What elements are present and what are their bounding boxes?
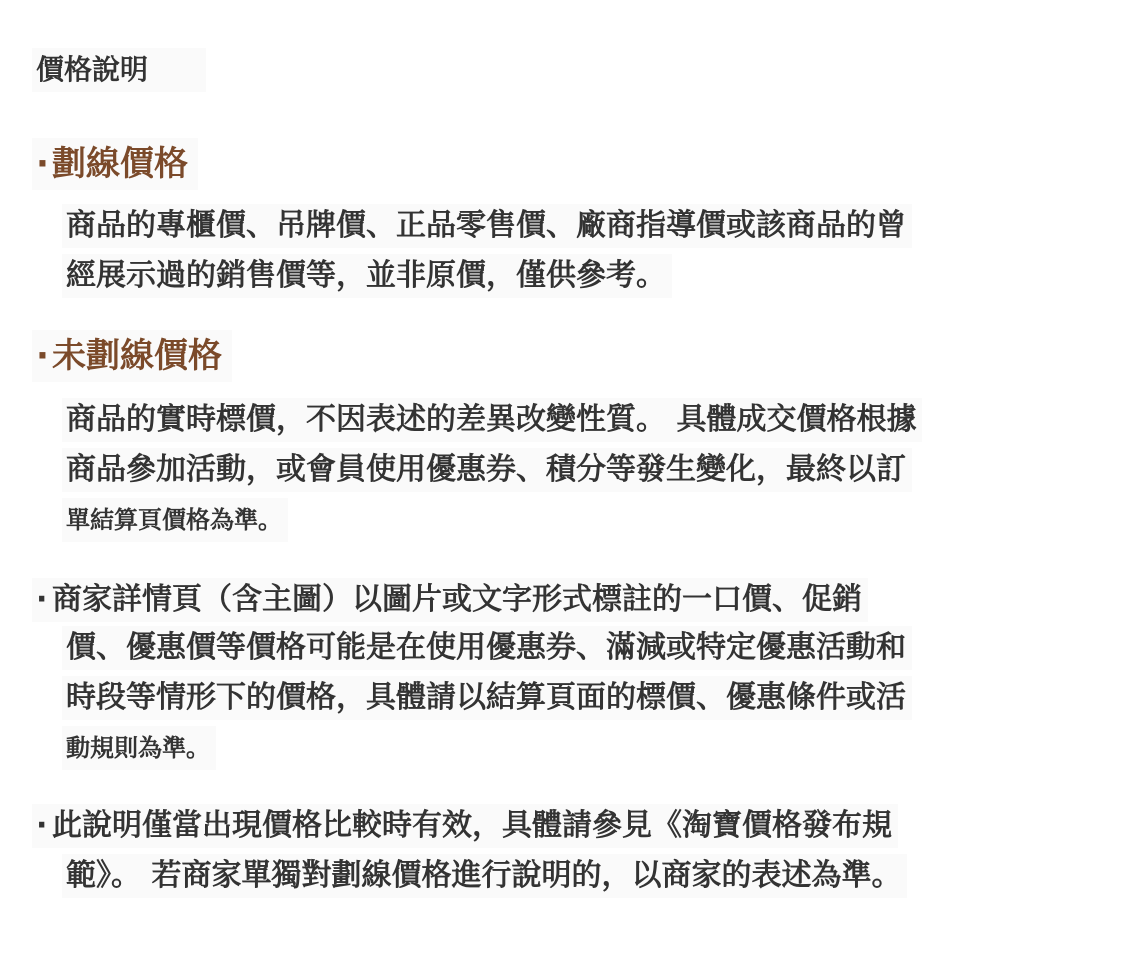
paragraph-line: 單結算頁價格為準。: [62, 498, 288, 542]
section-heading-label: 未劃線價格: [52, 336, 222, 376]
bullet: ·: [36, 582, 48, 617]
section-heading-strikethrough-price: [32, 138, 198, 190]
note-line: 動規則為準。: [62, 726, 216, 770]
note-line: [32, 804, 898, 848]
paragraph-line: 經展示過的銷售價等，並非原價，僅供參考。: [62, 254, 672, 298]
bullet: ·: [36, 336, 49, 376]
note-text: 此說明僅當出現價格比較時有效，具體請參見《淘寶價格發布規: [52, 808, 892, 843]
bullet: ·: [36, 808, 48, 843]
paragraph-line: 商品的實時標價，不因表述的差異改變性質。 具體成交價格根據: [62, 398, 922, 442]
note-line: 範》。 若商家單獨對劃線價格進行說明的，以商家的表述為準。: [62, 854, 907, 898]
section-heading-non-strikethrough-price: [32, 330, 232, 382]
note-text: 商家詳情頁（含主圖）以圖片或文字形式標註的一口價、促銷: [52, 582, 862, 617]
note-line: 價、優惠價等價格可能是在使用優惠券、滿減或特定優惠活動和: [62, 626, 912, 670]
note-line: [32, 578, 868, 622]
paragraph-line: 商品參加活動，或會員使用優惠券、積分等發生變化，最終以訂: [62, 448, 912, 492]
section-heading-label: 劃線價格: [52, 144, 188, 184]
paragraph-line: 商品的專櫃價、吊牌價、正品零售價、廠商指導價或該商品的曾: [62, 204, 912, 248]
note-line: 時段等情形下的價格，具體請以結算頁面的標價、優惠條件或活: [62, 676, 912, 720]
page-title: 價格說明: [32, 48, 206, 92]
bullet: ·: [36, 144, 49, 184]
